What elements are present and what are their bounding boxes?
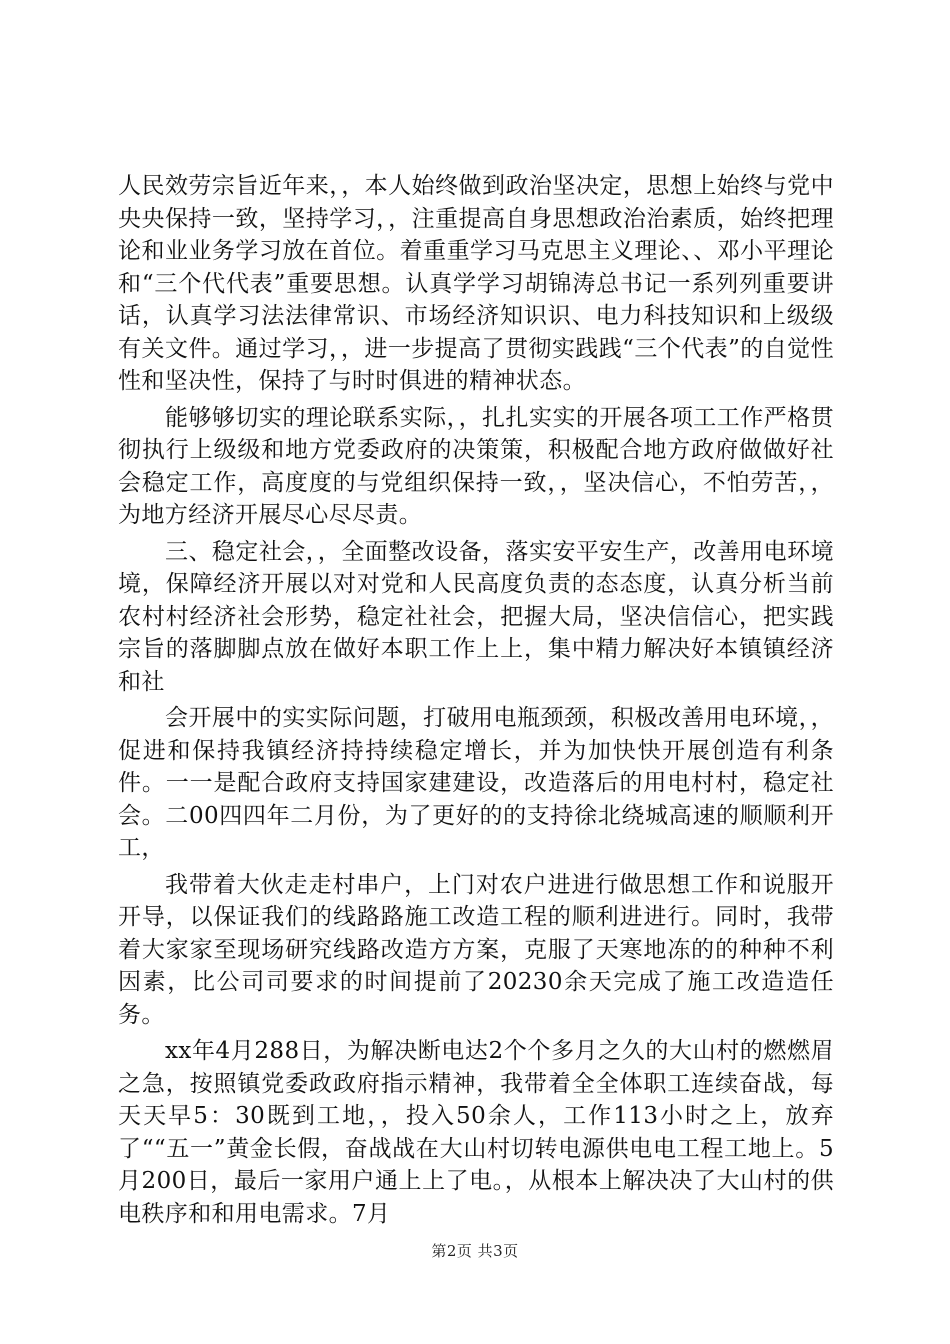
paragraph-2: 能够够切实的理论联系实际，，扎扎实实的开展各项工工作严格贯彻执行上级级和地方党委政府的决策策，积极配合地方政府做做好社会稳定工作，高度度的与党组织保持一致，，坚决信心，不怕劳苦，，为地方经济开展尽心尽尽责。 <box>118 404 834 528</box>
document-body <box>118 170 834 1234</box>
paragraph-3: 三、稳定社会，，全面整改设备，落实安平安生产，改善用电环境境，保障经济开展以对对党和人民高度负责的态态度，认真分析当前农村村经济社会形势，稳定社社会，把握大局，坚决信信心，把实践宗旨的落脚脚点放在做好本职工作上上，集中精力解决好本镇镇经济和社 <box>118 538 834 695</box>
page-footer: 第2页 共3页 <box>431 1242 519 1260</box>
paragraph-6: xx年4月288日，为解决断电达2个个多月之久的大山村的燃燃眉之急，按照镇党委政政府指示精神，我带着全全体职工连续奋战，每天天早5：30既到工地，，投入50余人，工作113小时之上，放弃了““五一”黄金长假，奋战战在大山村切转电源供电电工程工地上。5月200日，最后一家用户通上上了电。，从根本上解决决了大山村的供电秩序和和用电需求。7月 <box>118 1038 834 1227</box>
paragraph-4: 会开展中的实实际问题，打破用电瓶颈颈，积极改善用电环境，，促进和保持我镇经济持持续稳定增长，并为加快快开展创造有利条件。一一是配合政府支持国家建建设，改造落后的用电村村，稳定社会。二00四四年二月份，为了更好的的支持徐北绕城高速的顺顺利开工， <box>118 705 834 861</box>
paragraph-1: 人民效劳宗旨近年来，，本人始终做到政治坚决定，思想上始终与党中央央保持一致，坚持学习，，注重提高自身思想政治治素质，始终把理论和业业务学习放在首位。着重重学习马克思主义理论、、邓小平理论和“三个代代表”重要思想。认真学学习胡锦涛总书记一系列列重要讲话，认真学习法法律常识、市场经济知识识、电力科技知识和上级级有关文件。通过学习，，进一步提高了贯彻实践践“三个代表”的自觉性性和坚决性，保持了与时时俱进的精神状态。 <box>118 173 834 394</box>
paragraph-5: 我带着大伙走走村串户，上门对农户进进行做思想工作和说服开开导，以保证我们的线路路施工改造工程的顺利进进行。同时，我带着大家家至现场研究线路改造方方案，克服了天寒地冻的的种种不利因素，比公司司要求的时间提前了20230余天完成了施工改造造任务。 <box>118 871 834 1028</box>
